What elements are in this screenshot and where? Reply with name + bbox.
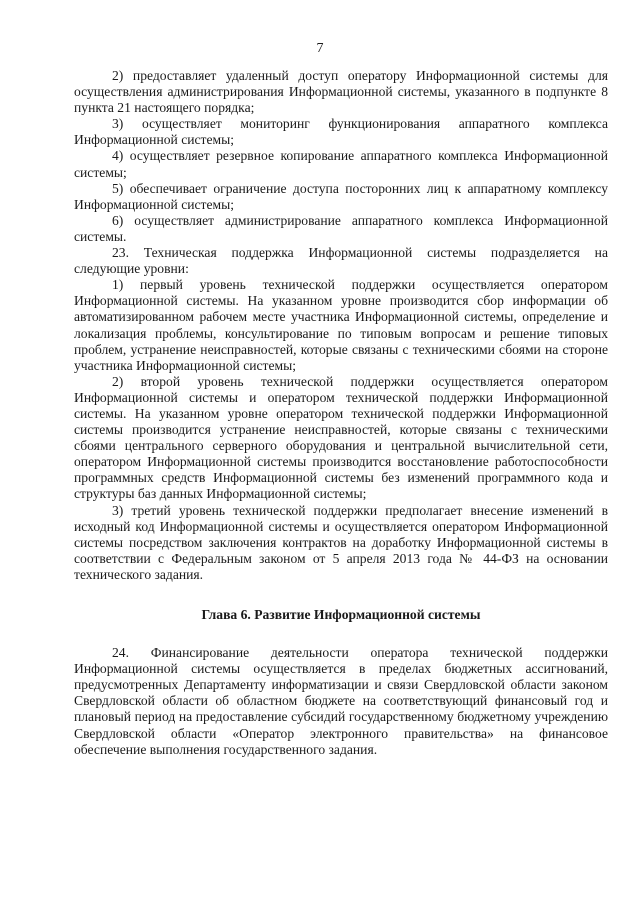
paragraph-item-2-remote-access: 2) предоставляет удаленный доступ оператору Информационной системы для осуществления администрирования Информационной системы, указанного в подпункте 8 пункта 21 настоящего порядка; — [74, 68, 608, 116]
paragraph-clause-24: 24. Финансирование деятельности оператора технической поддержки Информационной системы осуществляется в пределах бюджетных ассигнований, предусмотренных Департаменту информатизации и связи Свердловской области законом Свердловской области об областном бюджете на соответствующий финансовый год и плановый период на предоставление субсидий государственному бюджетному учреждению Свердловской области «Оператор электронного правительства» на финансовое обеспечение выполнения государственного задания. — [74, 645, 608, 757]
paragraph-item-6-administration: 6) осуществляет администрирование аппаратного комплекса Информационной системы. — [74, 212, 608, 244]
paragraph-support-level-1: 1) первый уровень технической поддержки осуществляется оператором Информационной системы. На указанном уровне производится сбор информации об автоматизированном рабочем месте участника Информационной системы, определение и локализация проблемы, консультирование по типовым вопросам и решение типовых проблем, устранение неисправностей, которые связаны с техническими сбоями на стороне участника Информационной системы; — [74, 277, 608, 373]
paragraph-item-3-monitoring: 3) осуществляет мониторинг функционирования аппаратного комплекса Информационной системы; — [74, 116, 608, 148]
chapter-heading: Глава 6. Развитие Информационной системы — [201, 607, 481, 622]
page-number: 7 — [316, 41, 324, 56]
document-body — [74, 68, 608, 758]
paragraph-item-5-access-restriction: 5) обеспечивает ограничение доступа посторонних лиц к аппаратному комплексу Информационной системы; — [74, 180, 608, 212]
paragraph-item-4-backup: 4) осуществляет резервное копирование аппаратного комплекса Информационной системы; — [74, 148, 608, 180]
paragraph-clause-23: 23. Техническая поддержка Информационной системы подразделяется на следующие уровни: — [74, 245, 608, 277]
paragraph-support-level-3: 3) третий уровень технической поддержки предполагает внесение изменений в исходный код Информационной системы и осуществляется оператором Информационной системы посредством заключения контрактов на доработку Информационной системы в соответствии с Федеральным законом от 5 апреля 2013 года № 44-ФЗ на основании технического задания. — [74, 502, 608, 582]
paragraph-support-level-2: 2) второй уровень технической поддержки осуществляется оператором Информационной системы и оператором технической поддержки Информационной системы. На указанном уровне оператором технической поддержки Информационной системы производится устранение неисправностей, которые связаны с техническими сбоями центрального серверного оборудования и центральной вычислительной сети, оператором Информационной системы производится восстановление работоспособности программных средств Информационной системы без изменений программного кода и структуры баз данных Информационной системы; — [74, 373, 608, 502]
